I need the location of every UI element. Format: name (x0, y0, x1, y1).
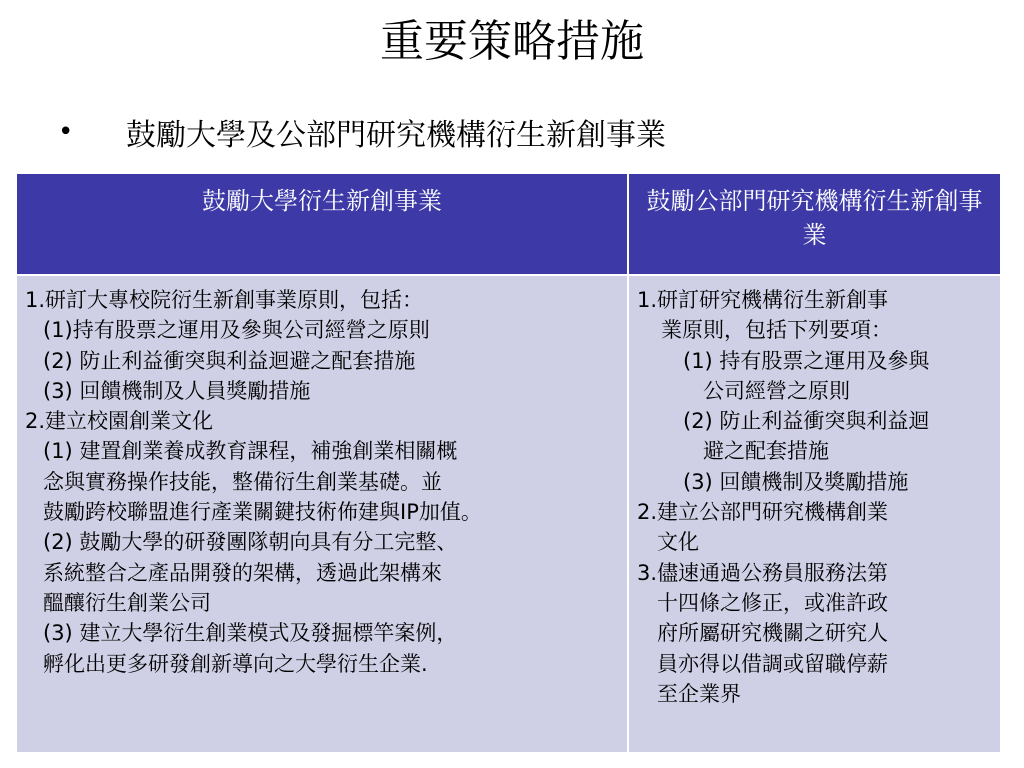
list-item: 員亦得以借調或留職停薪 (657, 651, 888, 676)
list-item: (3) 回饋機制及獎勵措施 (683, 469, 909, 494)
bullet-text: 鼓勵大學及公部門研究機構衍生新創事業 (126, 118, 666, 153)
list-item: 3.儘速通過公務員服務法第 (637, 560, 889, 585)
strategy-table (15, 172, 1002, 754)
cell-university (16, 275, 628, 753)
list-item: 孵化出更多研發創新導向之大學衍生企業. (43, 651, 428, 676)
table-body-row (16, 275, 1001, 753)
list-item: (1)持有股票之運用及參與公司經營之原則 (43, 318, 430, 343)
list-item: (2) 防止利益衝突與利益迴 (683, 409, 930, 434)
list-item: 公司經營之原則 (703, 378, 850, 403)
list-item: (1) 持有股票之運用及參與 (683, 348, 930, 373)
list-item: 念與實務操作技能，整備衍生創業基礎。並 (43, 469, 442, 494)
list-item: 文化 (657, 530, 699, 555)
list-item: 1.研訂大專校院衍生新創事業原則，包括： (25, 288, 424, 312)
cell-public-institute (628, 275, 1001, 753)
slide-title: 重要策略措施 (380, 16, 644, 67)
list-item: 十四條之修正，或准許政 (657, 590, 888, 615)
list-item: (3) 建立大學衍生創業模式及發掘標竿案例， (43, 621, 458, 646)
table-header-row (16, 173, 1001, 275)
list-item: 鼓勵跨校聯盟進行產業關鍵技術佈建與IP加值。 (43, 500, 482, 525)
list-item: 至企業界 (657, 681, 741, 706)
header-university: 鼓勵大學衍生新創事業 (16, 173, 628, 275)
bullet-item (58, 110, 666, 154)
list-item: 2.建立公部門研究機構創業 (637, 500, 889, 525)
list-item: (1) 建置創業養成教育課程，補強創業相關概 (43, 439, 458, 464)
bullet-dot-icon: • (58, 117, 74, 147)
list-item: 業原則，包括下列要項： (661, 318, 892, 343)
list-item: 醞釀衍生創業公司 (43, 590, 211, 615)
list-item: (2) 鼓勵大學的研發團隊朝向具有分工完整、 (43, 530, 458, 555)
header-public-institute-text: 鼓勵公部門研究機構衍生新創事業 (646, 187, 983, 249)
list-item: 2.建立校園創業文化 (25, 409, 214, 434)
list-item: (2) 防止利益衝突與利益迴避之配套措施 (43, 348, 416, 373)
list-item: (3) 回饋機制及人員獎勵措施 (43, 378, 311, 403)
header-public-institute (628, 173, 1001, 275)
list-item: 避之配套措施 (703, 439, 829, 464)
list-item: 1.研訂研究機構衍生新創事 (637, 288, 889, 312)
list-item: 系統整合之產品開發的架構，透過此架構來 (43, 560, 442, 585)
list-item: 府所屬研究機關之研究人 (657, 621, 888, 646)
